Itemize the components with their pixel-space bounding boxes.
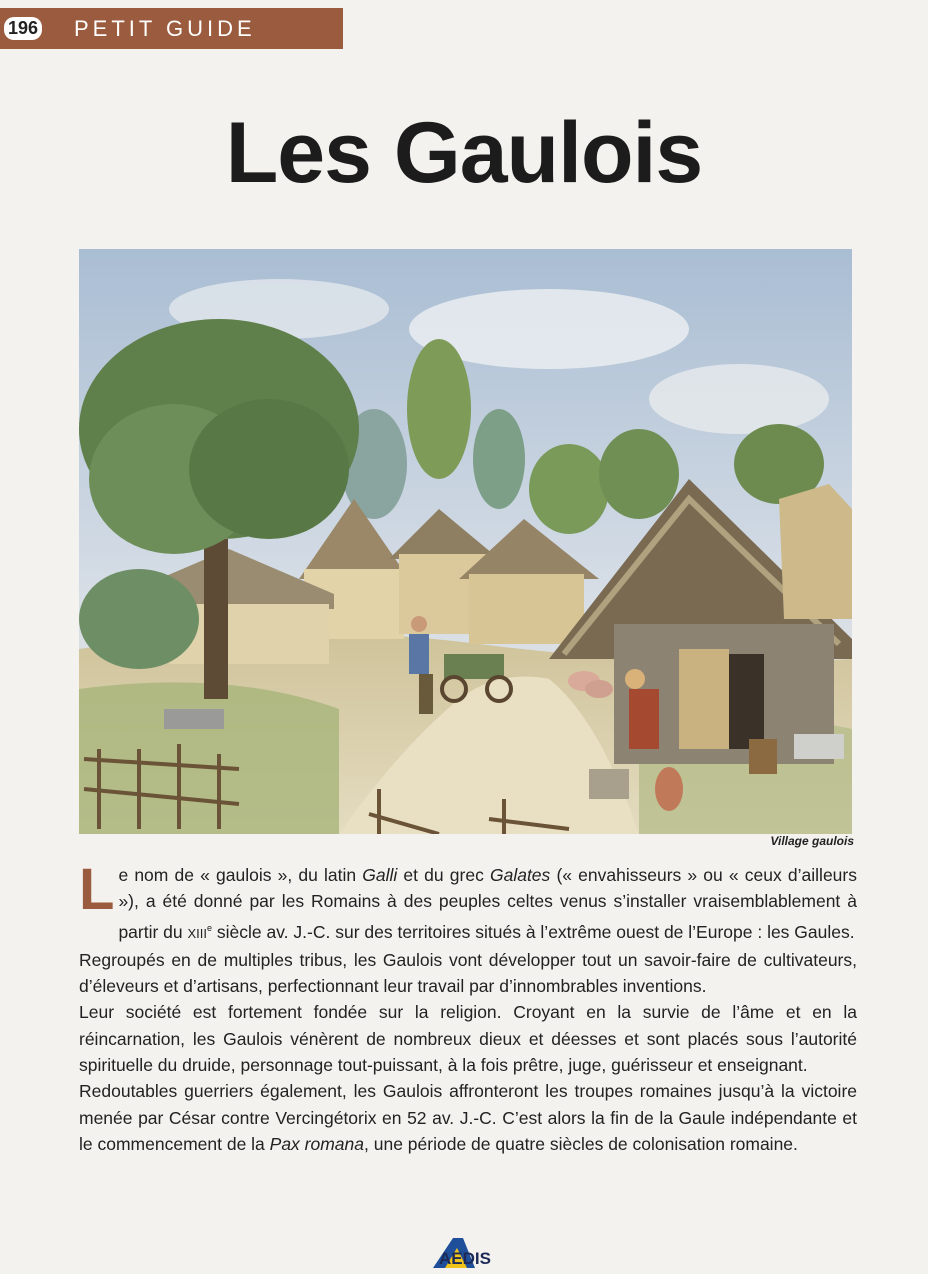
series-title: PETIT GUIDE <box>74 16 256 41</box>
header-band <box>0 8 343 49</box>
paragraph-4 <box>79 1078 857 1157</box>
page-title: Les Gaulois <box>225 105 703 201</box>
text-run: Redoutables guerriers également, les Gaulois affronteront les troupes romaines jusqu’à la victoire menée par César contre Vercingétorix en 52 av. J.-C. C’est alors la fin de la Gaule indépendante et le commencement de la <box>79 1081 857 1154</box>
century-suffix: e <box>207 922 213 933</box>
text-run: et du grec <box>397 865 490 885</box>
publisher-logo <box>431 1234 499 1270</box>
paragraph-1 <box>79 857 857 947</box>
issue-number-badge: 196 <box>4 17 42 40</box>
drop-cap: L <box>79 857 115 922</box>
illustration-caption: Village gaulois <box>770 834 854 848</box>
village-illustration <box>79 249 852 834</box>
latin-term: Galli <box>362 865 398 885</box>
text-run: , une période de quatre siècles de colonisation romaine. <box>364 1133 798 1154</box>
pax-romana-term: Pax romana <box>269 1133 365 1154</box>
text-run: e nom de « gaulois », du latin <box>118 865 363 885</box>
publisher-logo-text: AEDIS <box>439 1249 491 1268</box>
text-run: (« envahisseurs » ou « ceux d’ailleurs »), a été donné par les Romains à des peuples celtes venus s’installer vraisemblablement à partir du <box>118 865 857 942</box>
century-numeral: XIII <box>187 925 208 941</box>
greek-term: Galates <box>489 865 551 885</box>
article-body <box>79 857 857 1157</box>
paragraph-2: Regroupés en de multiples tribus, les Gaulois vont développer tout un savoir-faire de cultivateurs, d’éleveurs et d’artisans, perfectionnant leur travail par d’innombrables inventions. <box>79 949 857 997</box>
text-run: siècle av. J.-C. sur des territoires situés à l’extrême ouest de l’Europe : les Gaules. <box>212 921 855 942</box>
paragraph-3: Leur société est fortement fondée sur la religion. Croyant en la survie de l’âme et en la réincarnation, les Gaulois vénèrent de nombreux dieux et déesses et sont placés sous l’autorité spirituelle du druide, personnage tout-puissant, à la fois prêtre, juge, guérisseur et enseignant. <box>79 1002 857 1075</box>
